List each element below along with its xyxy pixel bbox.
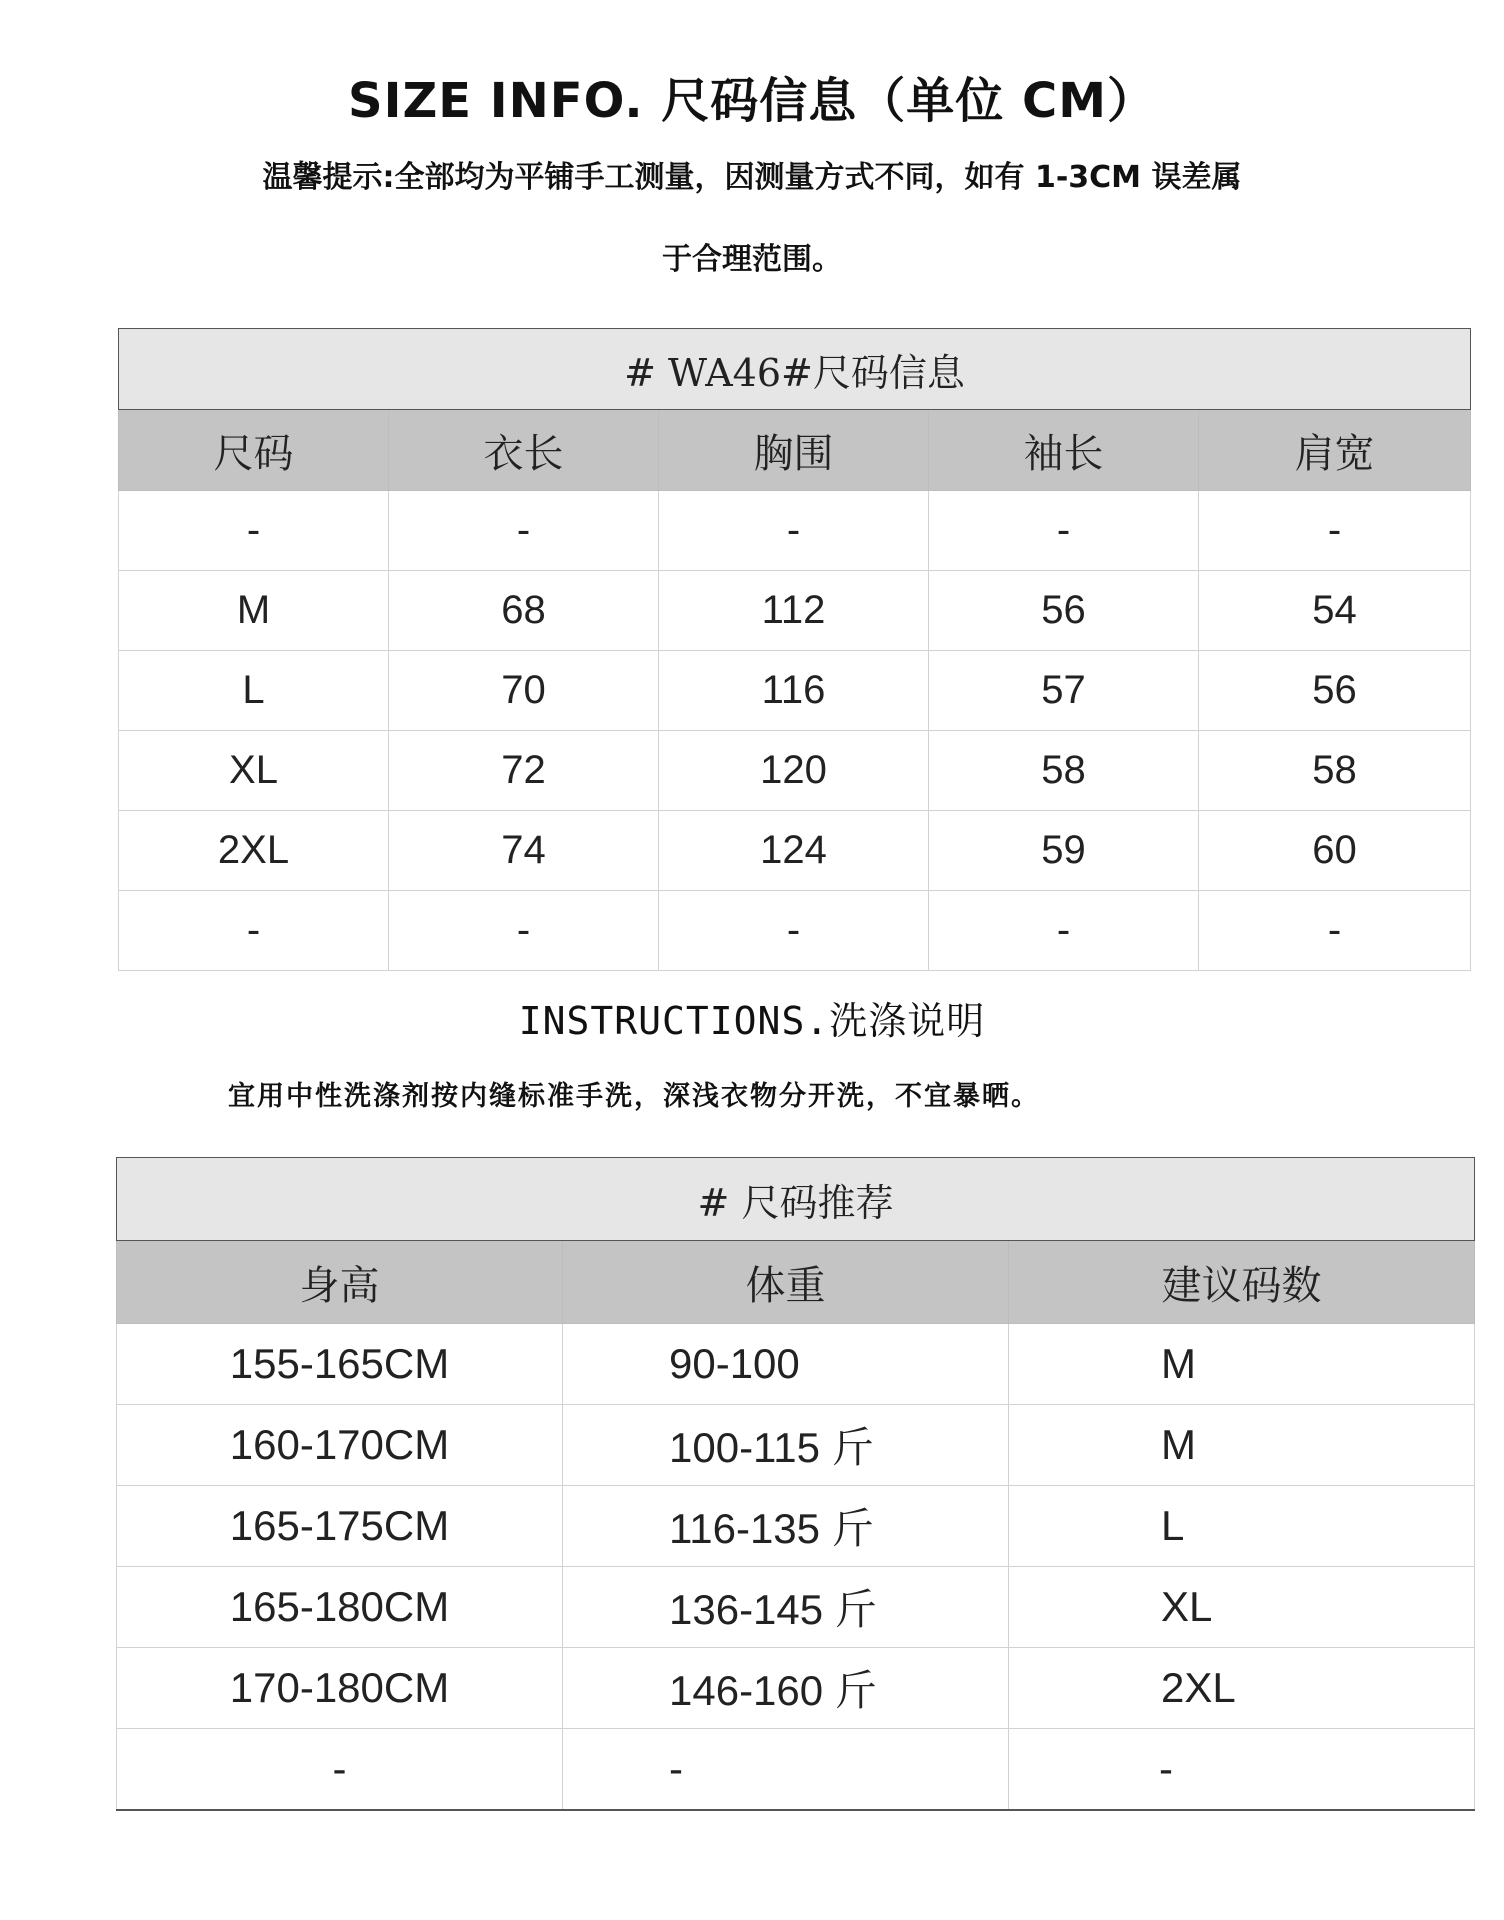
column-header-shoulder: 肩宽 <box>1199 410 1471 491</box>
table-cell: 160-170CM <box>117 1405 563 1486</box>
table-row <box>119 491 1471 571</box>
table-cell: 58 <box>1199 731 1471 811</box>
column-header-size: 尺码 <box>119 410 389 491</box>
table-cell: - <box>117 1729 563 1811</box>
table-cell: 146-160 斤 <box>563 1648 1009 1729</box>
table-cell: XL <box>119 731 389 811</box>
table-cell: 56 <box>929 571 1199 651</box>
table-cell: XL <box>1009 1567 1475 1648</box>
table-cell: 60 <box>1199 811 1471 891</box>
table-cell: 116 <box>659 651 929 731</box>
table-cell: 120 <box>659 731 929 811</box>
table-cell: M <box>119 571 389 651</box>
table-cell: 170-180CM <box>117 1648 563 1729</box>
table-cell: 68 <box>389 571 659 651</box>
table-cell: L <box>1009 1486 1475 1567</box>
table-cell: 59 <box>929 811 1199 891</box>
column-header-chest: 胸围 <box>659 410 929 491</box>
size-info-table <box>118 328 1471 971</box>
measurement-notice-line-1: 温馨提示:全部均为平铺手工测量，因测量方式不同，如有 1-3CM 误差属 <box>262 160 1242 195</box>
table-row <box>119 891 1471 971</box>
table-row <box>119 651 1471 731</box>
table-cell: - <box>119 891 389 971</box>
size-table-caption: # WA46#尺码信息 <box>119 329 1471 410</box>
column-header-height: 身高 <box>117 1241 563 1324</box>
column-header-length: 衣长 <box>389 410 659 491</box>
table-cell: 58 <box>929 731 1199 811</box>
washing-instructions-text: 宜用中性洗涤剂按内缝标准手洗，深浅衣物分开洗，不宜暴晒。 <box>228 1081 1040 1112</box>
table-cell: 116-135 斤 <box>563 1486 1009 1567</box>
table-cell: 2XL <box>1009 1648 1475 1729</box>
table-row <box>117 1405 1475 1486</box>
table-cell: 100-115 斤 <box>563 1405 1009 1486</box>
table-cell: M <box>1009 1324 1475 1405</box>
table-cell: - <box>389 891 659 971</box>
table-row <box>117 1648 1475 1729</box>
table-cell: - <box>929 491 1199 571</box>
table-cell: - <box>659 891 929 971</box>
column-header-weight: 体重 <box>563 1241 1009 1324</box>
table-cell: - <box>389 491 659 571</box>
table-cell: - <box>929 891 1199 971</box>
table-row <box>117 1567 1475 1648</box>
table-cell: - <box>659 491 929 571</box>
table-cell: - <box>1009 1729 1475 1811</box>
table-cell: 90-100 <box>563 1324 1009 1405</box>
table-cell: L <box>119 651 389 731</box>
table-cell: 155-165CM <box>117 1324 563 1405</box>
table-cell: 112 <box>659 571 929 651</box>
size-recommendation-table <box>116 1157 1475 1811</box>
table-cell: 57 <box>929 651 1199 731</box>
page-title: SIZE INFO. 尺码信息（单位 CM） <box>348 73 1156 129</box>
table-cell: 165-175CM <box>117 1486 563 1567</box>
column-header-recommended-size: 建议码数 <box>1009 1241 1475 1324</box>
table-cell: 72 <box>389 731 659 811</box>
table-cell: - <box>563 1729 1009 1811</box>
table-cell: 56 <box>1199 651 1471 731</box>
table-row <box>119 571 1471 651</box>
washing-instructions-title: INSTRUCTIONS.洗涤说明 <box>518 999 986 1043</box>
table-cell: 136-145 斤 <box>563 1567 1009 1648</box>
table-cell: - <box>119 491 389 571</box>
table-cell: 124 <box>659 811 929 891</box>
table-cell: 54 <box>1199 571 1471 651</box>
measurement-notice-line-2: 于合理范围。 <box>662 242 842 277</box>
table-cell: 70 <box>389 651 659 731</box>
table-row <box>117 1324 1475 1405</box>
table-cell: - <box>1199 491 1471 571</box>
table-cell: 74 <box>389 811 659 891</box>
table-cell: 2XL <box>119 811 389 891</box>
table-row <box>117 1729 1475 1811</box>
column-header-sleeve: 袖长 <box>929 410 1199 491</box>
recommend-table-caption: # 尺码推荐 <box>117 1158 1475 1241</box>
table-cell: 165-180CM <box>117 1567 563 1648</box>
table-row <box>119 731 1471 811</box>
table-cell: M <box>1009 1405 1475 1486</box>
table-cell: - <box>1199 891 1471 971</box>
table-row <box>119 811 1471 891</box>
table-row <box>117 1486 1475 1567</box>
